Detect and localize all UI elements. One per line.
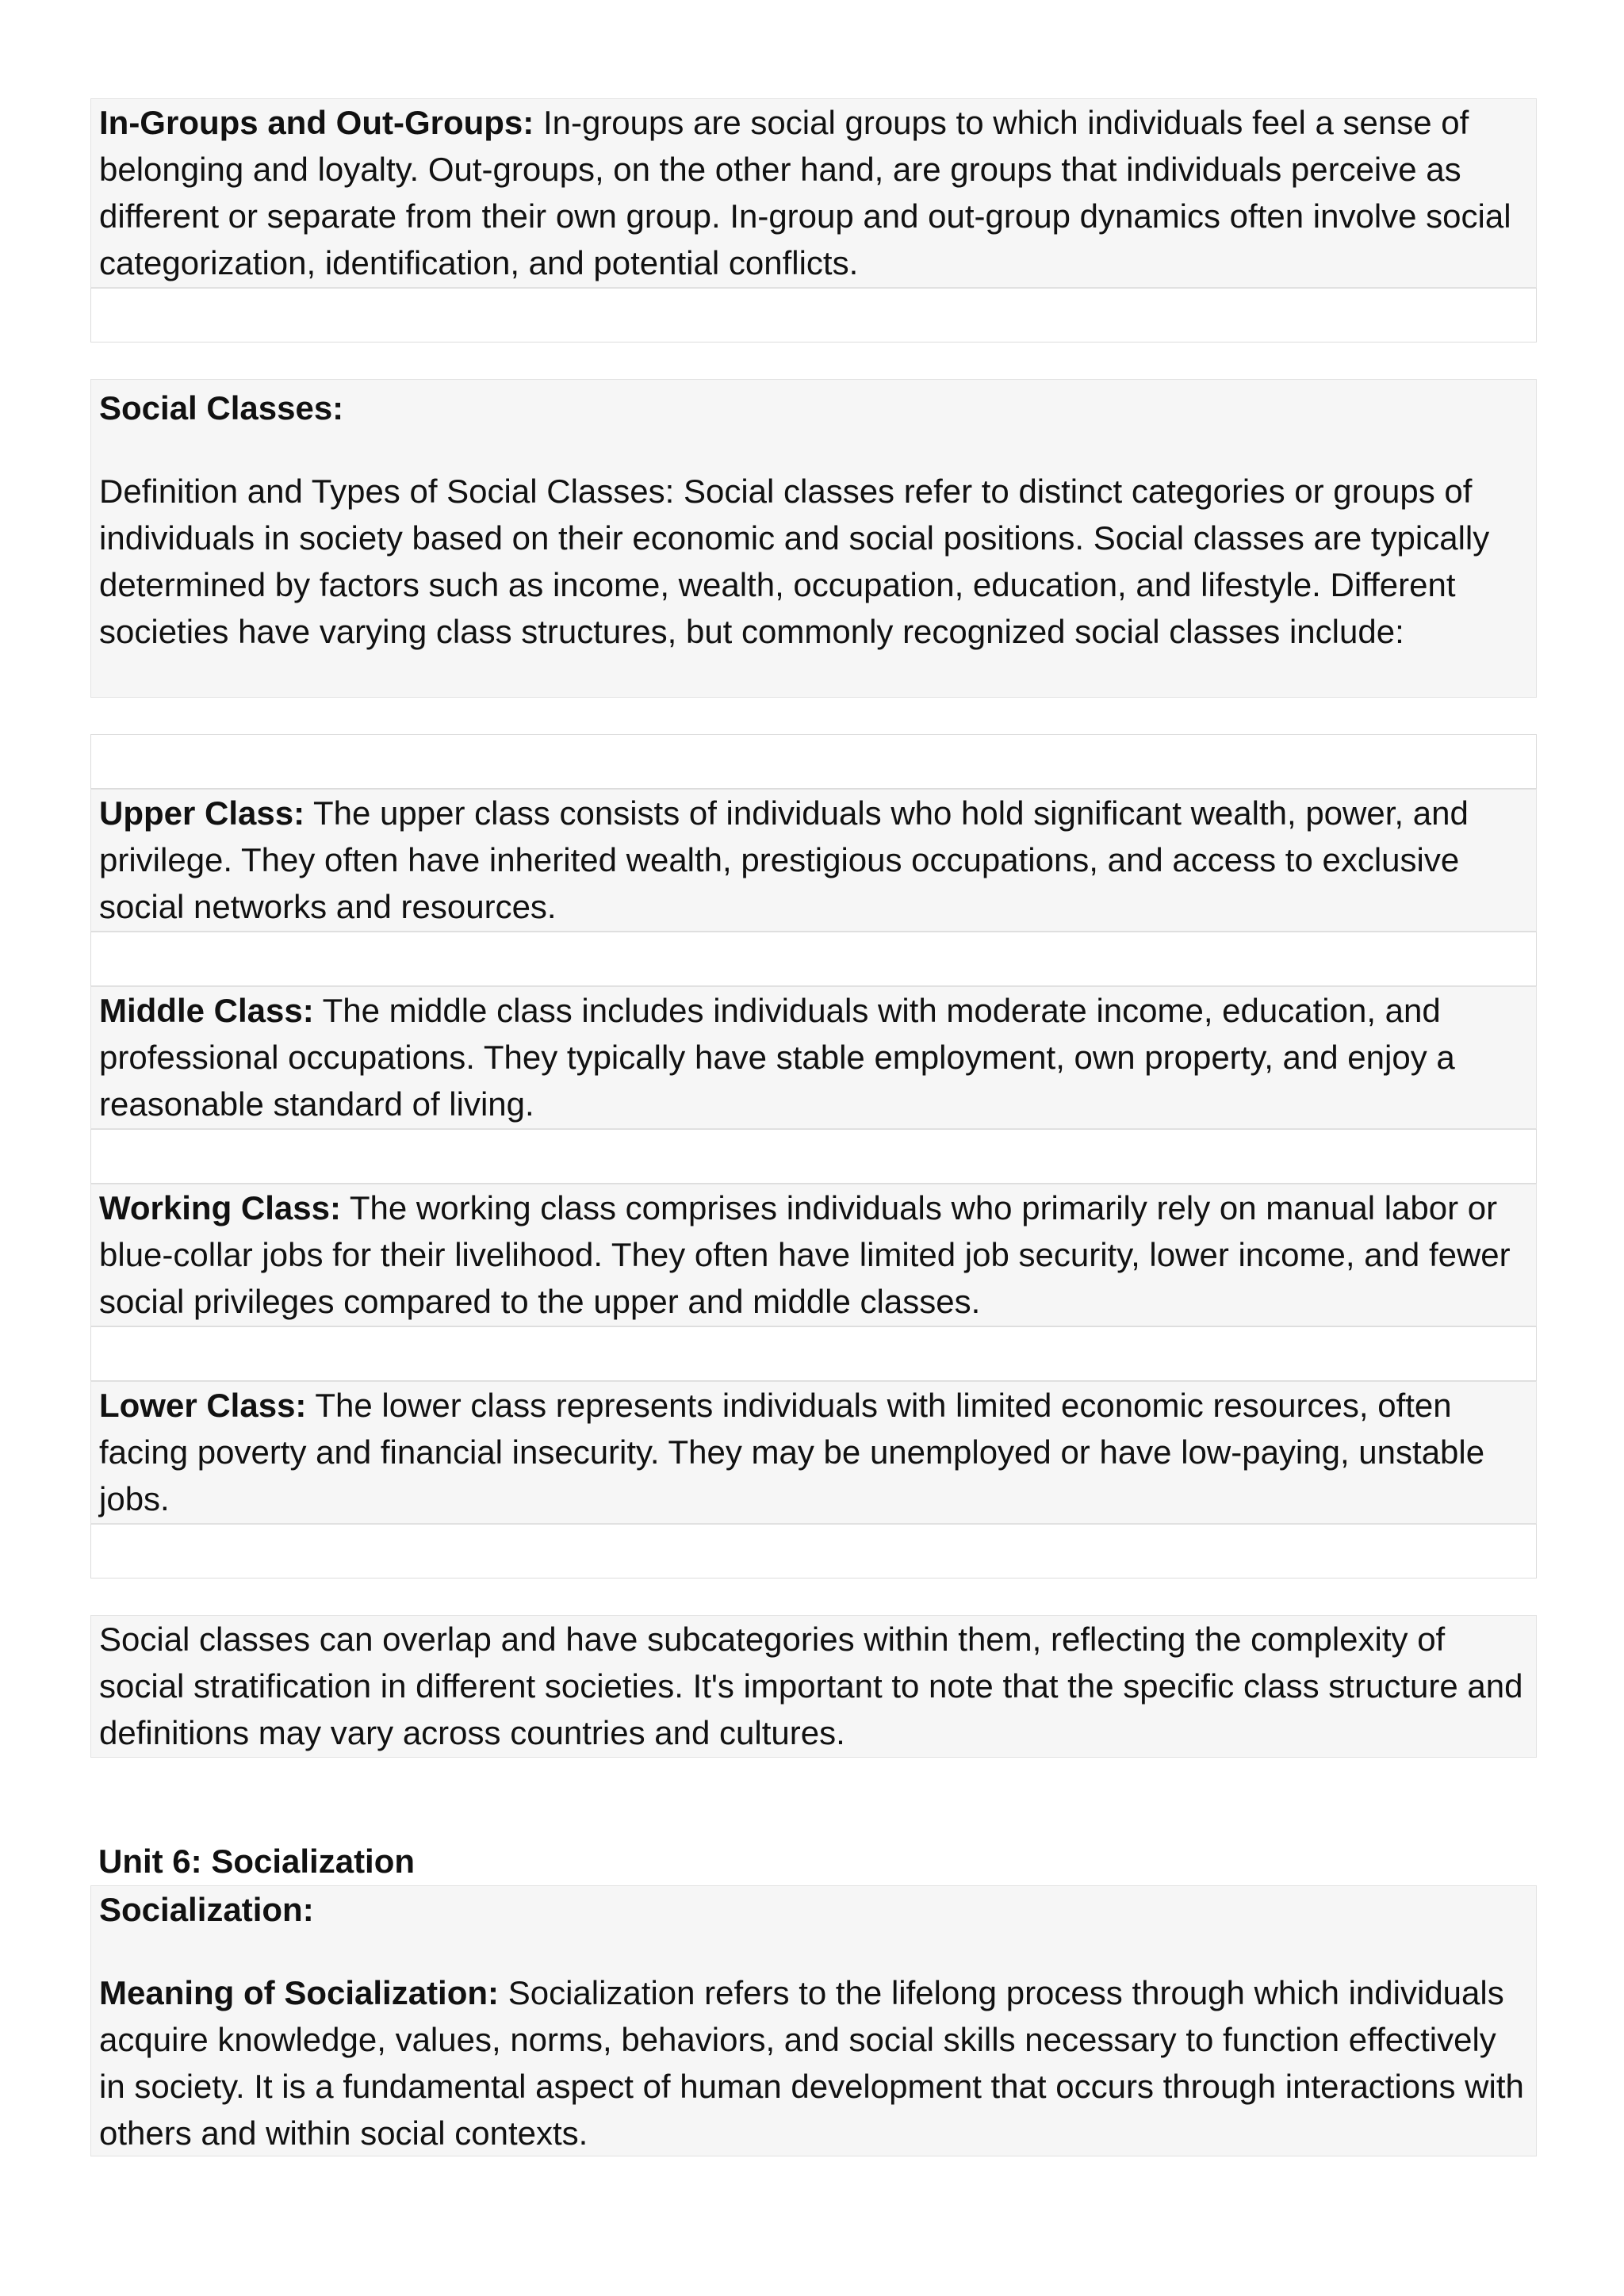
upper-class-term: Upper Class: xyxy=(99,794,305,832)
lower-class-text: The lower class represents individuals with limited economic resources, often facing poverty and financial insecurity. They may be unemployed or have low-paying, unstable jobs. xyxy=(99,1387,1485,1517)
in-groups-paragraph xyxy=(99,99,1528,286)
working-class-term: Working Class: xyxy=(99,1189,341,1226)
social-classes-heading xyxy=(99,385,1528,431)
spacer-row xyxy=(90,932,1537,986)
socialization-meaning xyxy=(99,1969,1528,2156)
upper-class-paragraph xyxy=(99,790,1528,930)
spacer-row xyxy=(90,288,1537,342)
lower-class-term: Lower Class: xyxy=(99,1387,307,1424)
socialization-heading-text: Socialization: xyxy=(99,1891,314,1928)
in-groups-text: In-groups are social groups to which individuals feel a sense of belonging and loyalty. Out-groups, on the other hand, are groups that individuals perceive as different or separate from their own group. In-group and out-group dynamics often involve social categorization, identification, and potential conflicts. xyxy=(99,104,1511,281)
working-class-paragraph xyxy=(99,1184,1528,1325)
lower-class-block xyxy=(90,1381,1537,1524)
middle-class-term: Middle Class: xyxy=(99,992,314,1029)
spacer-row xyxy=(90,1326,1537,1381)
in-groups-block xyxy=(90,98,1537,288)
middle-class-paragraph xyxy=(99,987,1528,1127)
working-class-text: The working class comprises individuals who primarily rely on manual labor or blue-collar jobs for their livelihood. They often have limited job security, lower income, and fewer social privileges compared to the upper and middle classes. xyxy=(99,1189,1511,1320)
socialization-meaning-text: Socialization refers to the lifelong process through which individuals acquire knowledge, values, norms, behaviors, and social skills necessary to function effectively in society. It is a fundamental aspect of human development that occurs through interactions with others and within social contexts. xyxy=(99,1974,1524,2152)
socialization-block xyxy=(90,1885,1537,2156)
spacer-row xyxy=(90,1129,1537,1184)
socialization-meaning-term: Meaning of Socialization: xyxy=(99,1974,500,2011)
in-groups-term: In-Groups and Out-Groups: xyxy=(99,104,534,141)
upper-class-text: The upper class consists of individuals who hold significant wealth, power, and privilege. They often have inherited wealth, prestigious occupations, and access to exclusive social networks and resources. xyxy=(99,794,1469,925)
social-classes-block xyxy=(90,379,1537,698)
spacer-row xyxy=(90,734,1537,789)
socialization-heading xyxy=(99,1886,1528,1933)
upper-class-block xyxy=(90,789,1537,932)
middle-class-text: The middle class includes individuals with moderate income, education, and professional occupations. They typically have stable employment, own property, and enjoy a reasonable standard of living. xyxy=(99,992,1455,1123)
social-classes-closing-block xyxy=(90,1615,1537,1758)
social-classes-heading-text: Social Classes: xyxy=(99,389,344,427)
working-class-block xyxy=(90,1184,1537,1326)
spacer-row xyxy=(90,1524,1537,1578)
social-classes-definition: Definition and Types of Social Classes: Social classes refer to distinct categories or groups of individuals in society based on their economic and social positions. Social classes are typically determined by factors such as income, wealth, occupation, education, and lifestyle. Different societies have varying class structures, but commonly recognized social classes include: xyxy=(99,473,1490,650)
lower-class-paragraph xyxy=(99,1382,1528,1522)
middle-class-block xyxy=(90,986,1537,1129)
social-classes-closing: Social classes can overlap and have subcategories within them, reflecting the complexity of social stratification in different societies. It's important to note that the specific class structure and definitions may vary across countries and cultures. xyxy=(99,1621,1523,1751)
unit-title: Unit 6: Socialization xyxy=(98,1843,416,1880)
